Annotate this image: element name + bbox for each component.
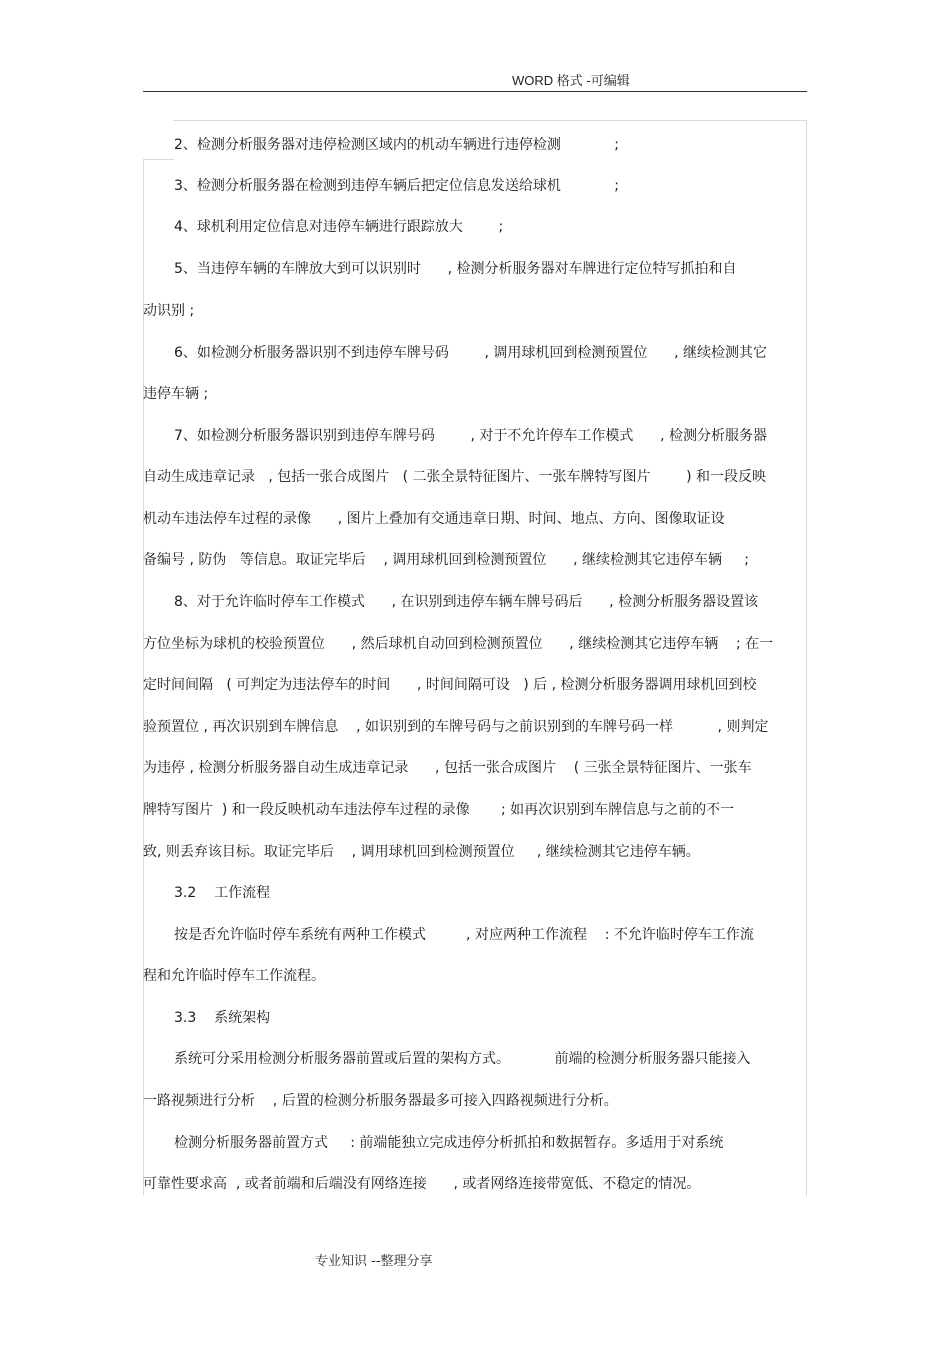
body-line: 6、如检测分析服务器识别不到违停车牌号码 , 调用球机回到检测预置位 , 继续检测其它 — [174, 345, 768, 361]
body-line: 动识别 ; — [143, 303, 195, 319]
header-divider — [143, 91, 807, 92]
body-line: 3、检测分析服务器在检测到违停车辆后把定位信息发送给球机 ; — [174, 178, 620, 194]
content-frame-border — [173, 120, 807, 1196]
body-line: 一路视频进行分析 , 后置的检测分析服务器最多可接入四路视频进行分析。 — [143, 1093, 618, 1109]
body-line: 7、如检测分析服务器识别到违停车牌号码 , 对于不允许停车工作模式 , 检测分析服务器 — [174, 428, 768, 444]
content-frame-notch — [143, 159, 174, 160]
body-line: 牌特写图片 ) 和一段反映机动车违法停车过程的录像 ; 如再次识别到车牌信息与之前的不一 — [143, 802, 735, 818]
body-line: 定时间间隔 ( 可判定为违法停车的时间 , 时间间隔可设 ) 后 , 检测分析服务器调用球机回到校 — [143, 677, 757, 693]
body-line: 按是否允许临时停车系统有两种工作模式 , 对应两种工作流程 : 不允许临时停车工作流 — [174, 927, 754, 943]
page-footer: 专业知识 --整理分享 — [315, 1254, 433, 1269]
section-heading: 3.3 系统架构 — [174, 1010, 271, 1026]
body-line: 5、当违停车辆的车牌放大到可以识别时 , 检测分析服务器对车牌进行定位特写抓拍和自 — [174, 261, 737, 277]
body-line: 可靠性要求高 , 或者前端和后端没有网络连接 , 或者网络连接带宽低、不稳定的情况。 — [143, 1176, 701, 1192]
body-line: 自动生成违章记录 , 包括一张合成图片 ( 二张全景特征图片、一张车牌特写图片 ) 和一段反映 — [143, 469, 767, 485]
body-line: 为违停 , 检测分析服务器自动生成违章记录 , 包括一张合成图片 ( 三张全景特征图片、一张车 — [143, 760, 752, 776]
body-line: 方位坐标为球机的校验预置位 , 然后球机自动回到检测预置位 , 继续检测其它违停车辆 ; 在一 — [143, 636, 774, 652]
body-line: 备编号 , 防伪 等信息。取证完毕后 , 调用球机回到检测预置位 , 继续检测其它违停车辆 ; — [143, 552, 749, 568]
body-line: 验预置位 , 再次识别到车牌信息 , 如识别到的车牌号码与之前识别到的车牌号码一样 , 则判定 — [143, 719, 769, 735]
body-line: 致, 则丢弃该目标。取证完毕后 , 调用球机回到检测预置位 , 继续检测其它违停车辆。 — [143, 844, 700, 860]
body-line: 违停车辆 ; — [143, 386, 209, 402]
body-line: 系统可分采用检测分析服务器前置或后置的架构方式。 前端的检测分析服务器只能接入 — [174, 1051, 751, 1067]
body-line: 机动车违法停车过程的录像 , 图片上叠加有交通违章日期、时间、地点、方向、图像取证设 — [143, 511, 725, 527]
section-heading: 3.2 工作流程 — [174, 885, 271, 901]
body-line: 8、对于允许临时停车工作模式 , 在识别到违停车辆车牌号码后 , 检测分析服务器设置该 — [174, 594, 759, 610]
body-line: 4、球机利用定位信息对违停车辆进行跟踪放大 ; — [174, 219, 504, 235]
body-line: 程和允许临时停车工作流程。 — [143, 968, 325, 984]
body-line: 2、检测分析服务器对违停检测区域内的机动车辆进行违停检测 ; — [174, 137, 620, 153]
body-line: 检测分析服务器前置方式 : 前端能独立完成违停分析抓拍和数据暂存。多适用于对系统 — [174, 1135, 724, 1151]
page-header-title: WORD 格式 -可编辑 — [512, 73, 630, 88]
